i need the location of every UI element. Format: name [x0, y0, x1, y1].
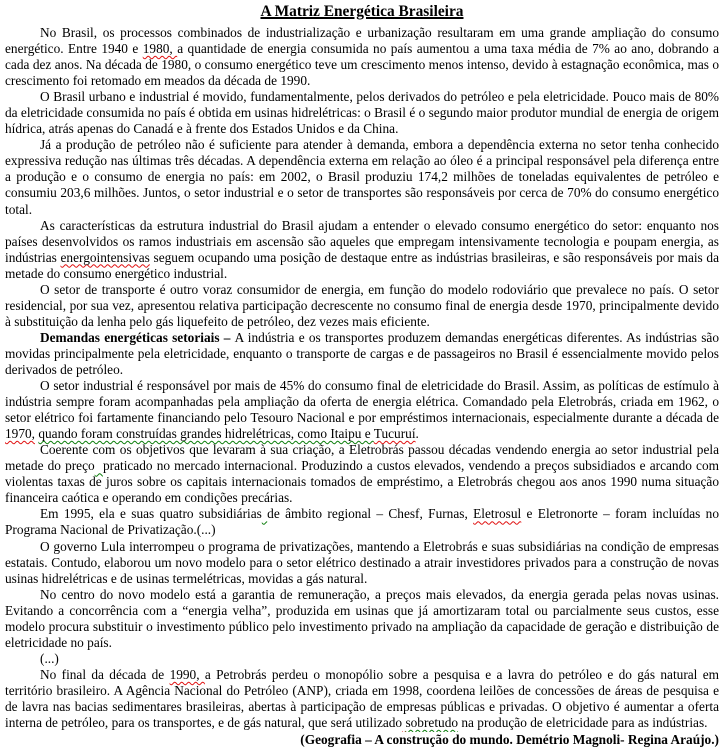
paragraph	[5, 651, 719, 667]
spellcheck-red-marked-text: 1980,	[142, 41, 178, 57]
text-segment: de âmbito regional – Chesf, Furnas,	[267, 506, 474, 522]
paragraph	[5, 586, 723, 651]
paragraph	[5, 217, 723, 282]
text-segment: seguem ocupando uma posição de destaque entre as indústrias brasileiras, e são responsáveis por mais da metade do consumo energético industrial.	[5, 249, 723, 281]
text-segment: O setor industrial é responsável por mais de 45% do consumo final de eletricidade do Brasil. Assim, as políticas de estímulo à indústria sempre foram acompanhadas pela ampliação da oferta de energia elétrica. Comandado pela Eletrobrás, criada em 1962, o setor elétrico foi fartamente financiando pelo Tesouro Nacional e por empréstimos internacionais, especialmente durante a década de	[5, 378, 723, 426]
source-citation: (Geografia – A construção do mundo. Demétrio Magnoli- Regina Araújo.)	[300, 731, 719, 747]
spellcheck-red-marked-text: 1990,	[169, 666, 205, 682]
paragraph	[5, 666, 723, 731]
paragraph	[5, 442, 723, 506]
paragraph	[5, 89, 723, 137]
spellcheck-red-marked-text: Tucuruí	[373, 426, 416, 442]
spellcheck-red-marked-text: 1970,	[5, 426, 35, 442]
text-segment: Já a produção de petróleo não é suficiente para atender à demanda, embora a dependência externa no setor tenha conhecido expressiva redução nas últimas três décadas. A dependência externa em relação ao óleo é a principal responsável pela diferença entre a produção e o consumo de energia no país: em 2002, o Brasil produziu 174,2 milhões de toneladas equivalentes de petróleo e consumiu 203,6 milhões. Juntos, o setor industrial e o setor de transportes são responsáveis por cerca de 70% do consumo energético total.	[5, 137, 723, 217]
grammar-green-marked-text: quando foram construídas grandes hidrelétricas, como Itaipu e	[38, 426, 374, 442]
paragraph	[5, 281, 723, 330]
text-segment: No final da década de	[40, 666, 170, 682]
text-segment: na produção de eletricidade para as indústrias.	[458, 715, 708, 731]
spellcheck-red-marked-text: energointensivas	[60, 249, 150, 265]
paragraph	[5, 506, 723, 538]
document-title: A Matriz Energética Brasileira	[260, 3, 464, 20]
text-segment: Coerente com os objetivos que levaram à sua criação, a Eletrobrás passou décadas vendendo energia ao setor industrial pela metade do preço	[5, 442, 723, 474]
text-segment: praticado no mercado internacional. Produzindo a custos elevados, vendendo a preços subsidiados e arcando com violentas taxas de juros sobre os capitais internacionais tomados de empréstimo, a Eletrobrás chegou aos anos 1990 numa situação financeira caótica e operando em condições precárias.	[5, 458, 723, 506]
grammar-green-marked-text: sobretudo	[405, 715, 459, 731]
paragraph	[5, 137, 723, 217]
paragraph	[5, 538, 723, 587]
text-segment: a quantidade de energia consumida no país aumentou a uma taxa média de 7% ao ano, dobrando a cada dez anos. Na década de 1980, o consumo energético teve um crescimento menos intenso, devido à estagnação econômica, mas o crescimento foi retomado em meados da década de 1990.	[5, 41, 723, 89]
paragraph	[5, 378, 723, 442]
grammar-green-marked-text	[95, 458, 103, 473]
bold-lead-in: Demandas energéticas setoriais –	[40, 329, 235, 345]
text-segment: a Petrobrás perdeu o monopólio sobre a pesquisa e a lavra do petróleo e do gás natural em território brasileiro. A Agência Nacional do Petróleo (ANP), criada em 1998, coordena leilões de concessões de áreas de pesquisa e de lavra nas bacias sedimentares brasileiras, abertas à participação de empresas públicas e privadas. O objetivo é aumentar a oferta interna de petróleo, para os transportes, e de gás natural, que será utilizado	[5, 666, 723, 731]
text-segment: O setor de transporte é outro voraz consumidor de energia, em função do modelo rodoviário que prevalece no país. O setor residencial, por sua vez, apresentou relativa participação decrescente no consumo final de energia desde 1970, principalmente devido à substituição da lenha pelo gás liquefeito de petróleo, dez vezes mais eficiente.	[5, 281, 723, 329]
document-body	[5, 25, 723, 731]
paragraph	[5, 25, 723, 89]
text-segment: No Brasil, os processos combinados de industrialização e urbanização resultaram em uma grande ampliação do consumo energético. Entre 1940 e	[5, 25, 723, 57]
text-segment: e Eletronorte – foram incluídas no Programa Nacional de Privatização.(...)	[5, 506, 723, 538]
text-segment: O Brasil urbano e industrial é movido, fundamentalmente, pelos derivados do petróleo e pela eletricidade. Pouco mais de 80% da eletricidade consumida no país é obtida em usinas hidrelétricas: o Brasil é o segundo maior produtor mundial de energia de origem hídrica, atrás apenas do Canadá e à frente dos Estados Unidos e da China.	[5, 89, 723, 137]
text-segment: Em 1995, ela e suas quatro subsidiárias	[40, 506, 262, 522]
spellcheck-red-marked-text: Eletrosul	[473, 506, 522, 522]
text-segment: (...)	[40, 650, 59, 666]
text-segment: .	[415, 426, 419, 442]
text-segment: A indústria e os transportes produzem demandas energéticas diferentes. As indústrias são movidas principalmente pela eletricidade, enquanto o transporte de cargas e de passageiros no Brasil é essencialmente movido pelos derivados de petróleo.	[5, 329, 723, 377]
text-segment: O governo Lula interrompeu o programa de privatizações, mantendo a Eletrobrás e suas subsidiárias na condição de empresas estatais. Contudo, elaborou um novo modelo para o setor elétrico destinado a atrair investidores privados para a construção de novas usinas hidrelétricas e de usinas termelétricas, movidas a gás natural.	[5, 538, 723, 586]
paragraph	[5, 329, 723, 378]
text-segment: No centro do novo modelo está a garantia de remuneração, a preços mais elevados, da energia gerada pelas novas usinas. Evitando a concorrência com a “energia velha”, produzida em usinas que já amortizaram total ou parcialmente seus custos, esse modelo procura substituir o investimento público pelo investimento privado na ampliação da capacidade de geração e distribuição de eletricidade no país.	[5, 586, 723, 650]
text-segment: As características da estrutura industrial do Brasil ajudam a entender o elevado consumo energético do setor: enquanto nos países desenvolvidos os ramos industriais em ascensão são aqueles que empregam intensivamente tecnologia e poupam energia, as indústrias	[5, 217, 723, 265]
